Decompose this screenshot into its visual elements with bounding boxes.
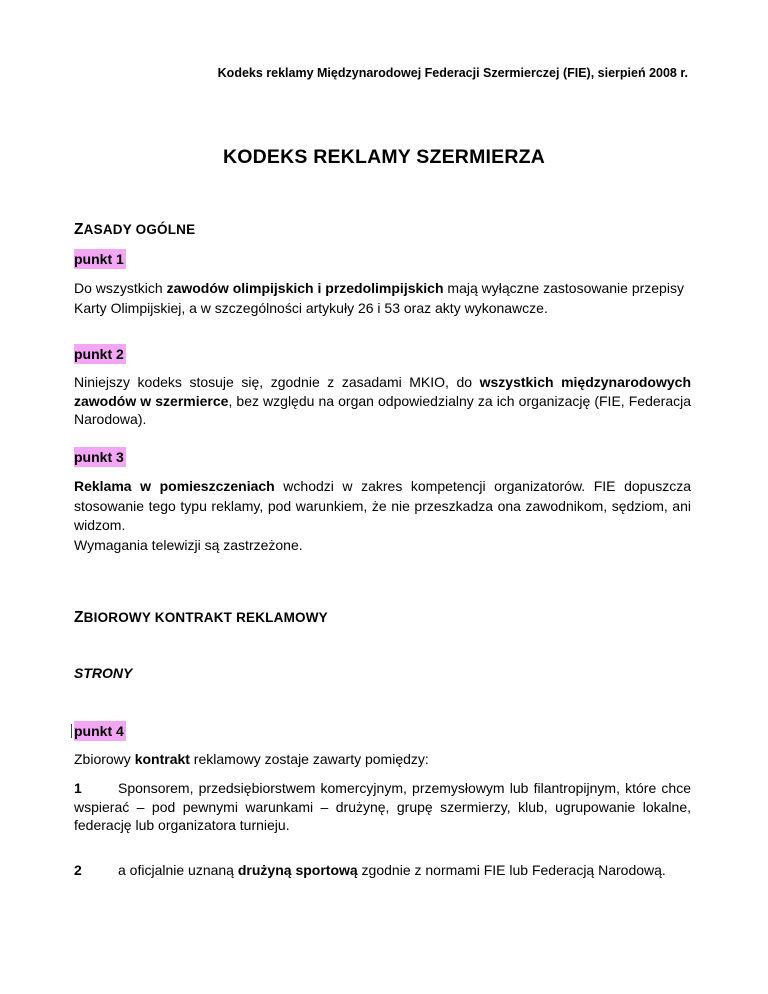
document-title: KODEKS REKLAMY SZERMIERZA <box>222 146 546 168</box>
item-number: 1 <box>74 780 82 796</box>
punkt-3-label: punkt 3 <box>74 449 124 465</box>
section-heading-rest: BIOROWY KONTRAKT REKLAMOWY <box>83 610 328 625</box>
punkt-4-text-a: Zbiorowy <box>74 751 135 767</box>
section-heading-rest: ASADY OGÓLNE <box>83 222 196 237</box>
punkt-1-bold: zawodów olimpijskich i przedolimpijskich <box>166 280 444 296</box>
punkt-3-text-2: Wymagania telewizji są zastrzeżone. <box>74 537 303 553</box>
punkt-2-text-b: , bez względu na organ odpowiedzialny za ich organizację (FIE, Federacja Narodowa). <box>74 392 692 427</box>
punkt-3-text-a: wchodzi w zakres kompetencji organizatorów. FIE dopuszcza stosowanie tego typu reklamy, pod warunkiem, że nie przeszkadza ona zawodnikom, sędziom, ani widzom. <box>74 478 691 533</box>
page-header: Kodeks reklamy Międzynarodowej Federacji Szermierczej (FIE), sierpień 2008 r. <box>217 66 688 80</box>
item-2-text-a: a oficjalnie uznaną <box>118 862 238 878</box>
punkt-2-text-a: Niniejszy kodeks stosuje się, zgodnie z zasadami MKIO, do <box>74 374 480 390</box>
item-number: 2 <box>74 862 82 878</box>
punkt-1-text <box>74 279 691 318</box>
punkt-1-text-b: mają wyłączne zastosowanie przepisy Karty Olimpijskiej, a w szczególności artykuły 26 i 53 oraz akty wykonawcze. <box>74 280 684 316</box>
subheading-strony: STRONY <box>74 665 133 681</box>
punkt-4-item-2 <box>74 860 691 881</box>
section-heading-general <box>74 221 195 239</box>
punkt-2-bold: wszystkich międzynarodowych zawodów w szermierce <box>74 374 691 409</box>
punkt-3-text <box>74 477 691 536</box>
text-cursor <box>71 724 72 738</box>
punkt-4-label: punkt 4 <box>74 723 124 739</box>
section-heading-initial: Z <box>74 221 84 238</box>
punkt-2-text <box>74 373 691 429</box>
section-heading-collective <box>74 609 328 627</box>
item-2-text-b: zgodnie z normami FIE lub Federacją Narodową. <box>357 862 666 878</box>
punkt-1-label: punkt 1 <box>74 251 124 267</box>
item-2-bold: drużyną sportową <box>237 862 358 878</box>
punkt-2-label: punkt 2 <box>74 346 124 362</box>
punkt-4-text <box>74 750 691 770</box>
punkt-4-bold: kontrakt <box>134 751 190 767</box>
item-1-text: Sponsorem, przedsiębiorstwem komercyjnym, przemysłowym lub filantropijnym, które chce wspierać – pod pewnymi warunkami – drużynę, grupę szermierzy, klub, ugrupowanie lokalne, federację lub organizatora turnieju. <box>74 780 691 833</box>
section-heading-initial: Z <box>74 609 84 626</box>
punkt-1-text-a: Do wszystkich <box>74 280 167 296</box>
punkt-3-bold: Reklama w pomieszczeniach <box>74 478 275 494</box>
punkt-4-text-b: reklamowy zostaje zawarty pomiędzy: <box>189 751 429 767</box>
punkt-4-item-1 <box>74 779 691 835</box>
